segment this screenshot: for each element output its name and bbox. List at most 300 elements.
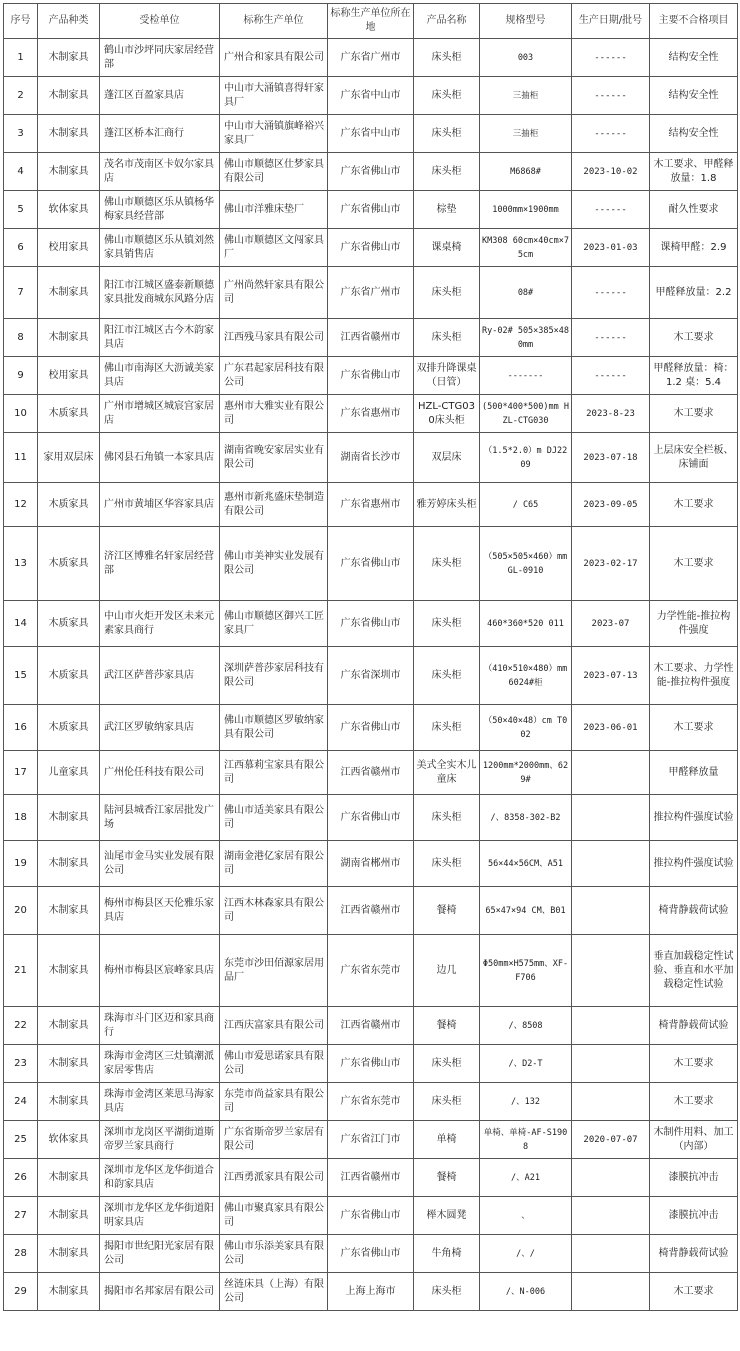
row-date: 2023-01-03 (572, 229, 650, 267)
row-date: ------ (572, 39, 650, 77)
row-product: 床头柜 (414, 1273, 480, 1311)
row-spec: 三抽柜 (480, 115, 572, 153)
header-spec: 规格型号 (480, 4, 572, 39)
row-date (572, 935, 650, 1007)
row-category: 家用双层床 (38, 433, 100, 483)
row-spec: M6868# (480, 153, 572, 191)
row-category: 软体家具 (38, 191, 100, 229)
row-location: 广东省惠州市 (328, 483, 414, 527)
row-inspected-unit: 珠海市斗门区迈和家具商行 (100, 1007, 220, 1045)
header-issue: 主要不合格项目 (650, 4, 738, 39)
row-producer: 深圳萨普莎家居科技有限公司 (220, 647, 328, 705)
row-no: 18 (4, 795, 38, 841)
row-location: 上海上海市 (328, 1273, 414, 1311)
row-spec: Φ50mm×H575mm、XF-F706 (480, 935, 572, 1007)
row-spec: /、D2-T (480, 1045, 572, 1083)
row-date: 2023-07-13 (572, 647, 650, 705)
row-no: 15 (4, 647, 38, 705)
table-row (4, 395, 738, 433)
row-date (572, 1083, 650, 1121)
row-location: 湖南省长沙市 (328, 433, 414, 483)
table-row (4, 795, 738, 841)
row-date: 2023-07-18 (572, 433, 650, 483)
row-date: ------ (572, 77, 650, 115)
row-location: 广东省佛山市 (328, 527, 414, 601)
header-date: 生产日期/批号 (572, 4, 650, 39)
header-location: 标称生产单位所在地 (328, 4, 414, 39)
row-category: 木制家具 (38, 319, 100, 357)
row-product: 床头柜 (414, 1083, 480, 1121)
row-spec: （50×40×48）cm T002 (480, 705, 572, 751)
row-category: 木质家具 (38, 483, 100, 527)
row-no: 17 (4, 751, 38, 795)
row-inspected-unit: 梅州市梅县区宸峰家具店 (100, 935, 220, 1007)
row-category: 木制家具 (38, 153, 100, 191)
row-location: 广东省广州市 (328, 39, 414, 77)
table-row (4, 77, 738, 115)
row-producer: 湖南省晚安家居实业有限公司 (220, 433, 328, 483)
row-no: 19 (4, 841, 38, 887)
row-location: 江西省赣州市 (328, 751, 414, 795)
row-no: 20 (4, 887, 38, 935)
row-date (572, 1273, 650, 1311)
row-producer: 佛山市乐添美家具有限公司 (220, 1235, 328, 1273)
row-location: 广东省佛山市 (328, 1045, 414, 1083)
row-producer: 江西勇派家具有限公司 (220, 1159, 328, 1197)
row-no: 16 (4, 705, 38, 751)
row-issue: 甲醛释放量：2.2 (650, 267, 738, 319)
row-inspected-unit: 深圳市龙华区龙华街道阳明家具店 (100, 1197, 220, 1235)
row-inspected-unit: 揭阳市世纪阳光家居有限公司 (100, 1235, 220, 1273)
row-category: 木制家具 (38, 77, 100, 115)
row-issue: 力学性能-推拉构件强度 (650, 601, 738, 647)
row-location: 广东省佛山市 (328, 153, 414, 191)
row-location: 广东省广州市 (328, 267, 414, 319)
row-producer: 丝涟床具（上海）有限公司 (220, 1273, 328, 1311)
row-inspected-unit: 珠海市金湾区莱思马海家具店 (100, 1083, 220, 1121)
row-producer: 江西残马家具有限公司 (220, 319, 328, 357)
row-location: 广东省中山市 (328, 77, 414, 115)
row-date: 2023-8-23 (572, 395, 650, 433)
row-location: 广东省东莞市 (328, 935, 414, 1007)
row-spec: /、/ (480, 1235, 572, 1273)
row-category: 木制家具 (38, 1007, 100, 1045)
row-product: 床头柜 (414, 115, 480, 153)
row-product: 床头柜 (414, 527, 480, 601)
row-date: 2023-06-01 (572, 705, 650, 751)
row-product: 床头柜 (414, 705, 480, 751)
row-inspected-unit: 梅州市梅县区天伦雅乐家具店 (100, 887, 220, 935)
row-spec: 460*360*520 011 (480, 601, 572, 647)
header-inspected-unit: 受检单位 (100, 4, 220, 39)
row-issue: 垂直加载稳定性试验、垂直和水平加载稳定性试验 (650, 935, 738, 1007)
table-row (4, 433, 738, 483)
table-row (4, 751, 738, 795)
row-spec: /、8508 (480, 1007, 572, 1045)
row-producer: 佛山市顺德区罗敏纳家具有限公司 (220, 705, 328, 751)
row-product: 课桌椅 (414, 229, 480, 267)
row-category: 校用家具 (38, 357, 100, 395)
row-product: 榉木圆凳 (414, 1197, 480, 1235)
row-category: 木质家具 (38, 527, 100, 601)
row-producer: 东莞市沙田佰源家居用品厂 (220, 935, 328, 1007)
row-no: 8 (4, 319, 38, 357)
table-row (4, 1235, 738, 1273)
row-date (572, 1007, 650, 1045)
row-location: 广东省佛山市 (328, 229, 414, 267)
row-location: 湖南省郴州市 (328, 841, 414, 887)
row-producer: 湖南金港亿家居有限公司 (220, 841, 328, 887)
row-location: 江西省赣州市 (328, 1159, 414, 1197)
row-location: 广东省佛山市 (328, 705, 414, 751)
row-issue: 木工要求 (650, 1083, 738, 1121)
row-issue: 结构安全性 (650, 77, 738, 115)
row-product: 双层床 (414, 433, 480, 483)
row-location: 广东省佛山市 (328, 601, 414, 647)
row-issue: 木工要求 (650, 483, 738, 527)
row-issue: 木工要求、甲醛释放量：1.8 (650, 153, 738, 191)
row-producer: 佛山市适美家具有限公司 (220, 795, 328, 841)
row-date: 2023-02-17 (572, 527, 650, 601)
table-row (4, 1121, 738, 1159)
table-row (4, 647, 738, 705)
row-producer: 惠州市大雅实业有限公司 (220, 395, 328, 433)
row-product: 床头柜 (414, 153, 480, 191)
row-category: 木制家具 (38, 115, 100, 153)
row-product: 棕垫 (414, 191, 480, 229)
row-issue: 结构安全性 (650, 39, 738, 77)
row-date (572, 751, 650, 795)
row-inspected-unit: 中山市火炬开发区未来元素家具商行 (100, 601, 220, 647)
row-producer: 中山市大涌镇喜得轩家具厂 (220, 77, 328, 115)
header-producer: 标称生产单位 (220, 4, 328, 39)
row-spec: KM308 60cm×40cm×75cm (480, 229, 572, 267)
row-inspected-unit: 鹤山市沙坪同庆家居经营部 (100, 39, 220, 77)
row-no: 23 (4, 1045, 38, 1083)
row-no: 21 (4, 935, 38, 1007)
table-row (4, 229, 738, 267)
row-category: 木制家具 (38, 841, 100, 887)
row-date: 2023-09-05 (572, 483, 650, 527)
row-issue: 上层床安全栏板、床铺面 (650, 433, 738, 483)
table-row (4, 1197, 738, 1235)
row-date: 2023-10-02 (572, 153, 650, 191)
row-spec: 1200mm*2000mm、629# (480, 751, 572, 795)
table-row (4, 601, 738, 647)
row-spec: /、132 (480, 1083, 572, 1121)
row-producer: 佛山市顺德区御兴工匠家具厂 (220, 601, 328, 647)
row-product: 床头柜 (414, 319, 480, 357)
row-product: 餐椅 (414, 887, 480, 935)
row-producer: 佛山市洋雅床垫厂 (220, 191, 328, 229)
row-no: 6 (4, 229, 38, 267)
row-no: 22 (4, 1007, 38, 1045)
row-product: 牛角椅 (414, 1235, 480, 1273)
row-location: 广东省中山市 (328, 115, 414, 153)
row-producer: 佛山市聚真家具有限公司 (220, 1197, 328, 1235)
row-location: 广东省东莞市 (328, 1083, 414, 1121)
row-date (572, 795, 650, 841)
row-date (572, 1159, 650, 1197)
row-spec: Ry-02# 505×385×480mm (480, 319, 572, 357)
row-category: 儿童家具 (38, 751, 100, 795)
row-no: 1 (4, 39, 38, 77)
row-inspected-unit: 佛山市顺德区乐从镇杨华梅家具经营部 (100, 191, 220, 229)
row-location: 广东省佛山市 (328, 357, 414, 395)
row-issue: 木工要求 (650, 395, 738, 433)
row-no: 9 (4, 357, 38, 395)
row-spec: 56×44×56CM、A51 (480, 841, 572, 887)
row-issue: 课椅甲醛：2.9 (650, 229, 738, 267)
row-issue: 椅背静载荷试验 (650, 1007, 738, 1045)
row-inspected-unit: 茂名市茂南区卡奴尔家具店 (100, 153, 220, 191)
row-location: 江西省赣州市 (328, 887, 414, 935)
row-category: 校用家具 (38, 229, 100, 267)
header-no: 序号 (4, 4, 38, 39)
row-inspected-unit: 广州伦任科技有限公司 (100, 751, 220, 795)
header-product: 产品名称 (414, 4, 480, 39)
row-issue: 木工要求 (650, 705, 738, 751)
row-issue: 木制件用料、加工（内部） (650, 1121, 738, 1159)
row-no: 14 (4, 601, 38, 647)
row-inspected-unit: 武江区罗敏纳家具店 (100, 705, 220, 751)
row-location: 广东省佛山市 (328, 1235, 414, 1273)
row-producer: 广州合和家具有限公司 (220, 39, 328, 77)
row-location: 江西省赣州市 (328, 1007, 414, 1045)
row-producer: 江西木林森家具有限公司 (220, 887, 328, 935)
row-issue: 甲醛释放量：椅：1.2 桌：5.4 (650, 357, 738, 395)
row-spec: （410×510×480）mm 6024#柜 (480, 647, 572, 705)
row-category: 木制家具 (38, 39, 100, 77)
row-producer: 江西庆富家具有限公司 (220, 1007, 328, 1045)
row-date: 2023-07 (572, 601, 650, 647)
row-category: 木制家具 (38, 887, 100, 935)
row-product: 床头柜 (414, 39, 480, 77)
row-category: 木制家具 (38, 1273, 100, 1311)
row-inspected-unit: 蓬江区桥本汇商行 (100, 115, 220, 153)
table-row (4, 357, 738, 395)
row-no: 25 (4, 1121, 38, 1159)
table-row (4, 267, 738, 319)
row-no: 24 (4, 1083, 38, 1121)
row-inspected-unit: 蓬江区百盈家具店 (100, 77, 220, 115)
row-product: 床头柜 (414, 267, 480, 319)
row-issue: 耐久性要求 (650, 191, 738, 229)
row-category: 木制家具 (38, 1045, 100, 1083)
row-issue: 推拉构件强度试验 (650, 795, 738, 841)
row-producer: 广州尚然轩家具有限公司 (220, 267, 328, 319)
row-issue: 推拉构件强度试验 (650, 841, 738, 887)
row-spec: 单椅、单椅-AF-S1908 (480, 1121, 572, 1159)
row-issue: 木工要求 (650, 319, 738, 357)
row-spec: 1000mm×1900mm (480, 191, 572, 229)
row-producer: 江西慕莉宝家具有限公司 (220, 751, 328, 795)
row-no: 12 (4, 483, 38, 527)
row-date (572, 1235, 650, 1273)
row-date (572, 1197, 650, 1235)
row-category: 木制家具 (38, 1235, 100, 1273)
row-spec: 、 (480, 1197, 572, 1235)
row-no: 29 (4, 1273, 38, 1311)
row-date: 2020-07-07 (572, 1121, 650, 1159)
row-product: 雅芳婷床头柜 (414, 483, 480, 527)
row-date: ------ (572, 319, 650, 357)
row-spec: （505×505×460）mm GL-0910 (480, 527, 572, 601)
row-issue: 木工要求 (650, 1045, 738, 1083)
row-category: 木制家具 (38, 935, 100, 1007)
row-product: 床头柜 (414, 841, 480, 887)
row-spec: 三抽柜 (480, 77, 572, 115)
row-date: ------ (572, 115, 650, 153)
row-product: 床头柜 (414, 647, 480, 705)
table-row (4, 1273, 738, 1311)
row-category: 木质家具 (38, 601, 100, 647)
table-row (4, 887, 738, 935)
row-producer: 佛山市顺德区文闯家具厂 (220, 229, 328, 267)
row-category: 木制家具 (38, 1083, 100, 1121)
row-product: 床头柜 (414, 601, 480, 647)
row-inspected-unit: 广州市黄埔区华容家具店 (100, 483, 220, 527)
row-inspected-unit: 阳江市江城区盛泰新顺德家具批发商城东风路分店 (100, 267, 220, 319)
row-inspected-unit: 佛山市南海区大沥诚美家具店 (100, 357, 220, 395)
row-issue: 结构安全性 (650, 115, 738, 153)
row-location: 广东省深圳市 (328, 647, 414, 705)
row-spec: /、N-006 (480, 1273, 572, 1311)
row-producer: 广东君起家居科技有限公司 (220, 357, 328, 395)
row-location: 广东省佛山市 (328, 795, 414, 841)
row-category: 软体家具 (38, 1121, 100, 1159)
row-category: 木质家具 (38, 395, 100, 433)
row-product: 边几 (414, 935, 480, 1007)
table-row (4, 483, 738, 527)
table-row (4, 319, 738, 357)
row-inspected-unit: 武江区萨普莎家具店 (100, 647, 220, 705)
row-date: ------ (572, 357, 650, 395)
row-spec: ------- (480, 357, 572, 395)
row-spec: 65×47×94 CM、B01 (480, 887, 572, 935)
row-inspected-unit: 汕尾市金马实业发展有限公司 (100, 841, 220, 887)
row-date: ------ (572, 267, 650, 319)
row-issue: 椅背静载荷试验 (650, 887, 738, 935)
row-no: 4 (4, 153, 38, 191)
row-no: 2 (4, 77, 38, 115)
row-producer: 广东省斯帝罗兰家居有限公司 (220, 1121, 328, 1159)
row-issue: 漆膜抗冲击 (650, 1197, 738, 1235)
table-body (4, 39, 738, 1311)
row-issue: 甲醛释放量 (650, 751, 738, 795)
row-product: 床头柜 (414, 77, 480, 115)
row-spec: (500*400*500)mm HZL-CTG030 (480, 395, 572, 433)
row-issue: 木工要求 (650, 1273, 738, 1311)
row-product: 双排升降课桌（日管） (414, 357, 480, 395)
row-spec: / C65 (480, 483, 572, 527)
row-location: 广东省江门市 (328, 1121, 414, 1159)
row-spec: 003 (480, 39, 572, 77)
row-spec: 08# (480, 267, 572, 319)
row-product: 床头柜 (414, 795, 480, 841)
row-issue: 漆膜抗冲击 (650, 1159, 738, 1197)
row-no: 11 (4, 433, 38, 483)
row-inspected-unit: 广州市增城区城宸宫家居店 (100, 395, 220, 433)
row-no: 7 (4, 267, 38, 319)
row-category: 木制家具 (38, 795, 100, 841)
row-producer: 惠州市新兆盛床垫制造有限公司 (220, 483, 328, 527)
row-no: 26 (4, 1159, 38, 1197)
row-date (572, 887, 650, 935)
table-row (4, 191, 738, 229)
row-date (572, 1045, 650, 1083)
row-issue: 木工要求 (650, 527, 738, 601)
row-issue: 椅背静载荷试验 (650, 1235, 738, 1273)
row-no: 27 (4, 1197, 38, 1235)
row-category: 木制家具 (38, 267, 100, 319)
table-row (4, 935, 738, 1007)
row-product: 美式全实木儿童床 (414, 751, 480, 795)
row-product: 床头柜 (414, 1045, 480, 1083)
row-producer: 中山市大涌镇旗峰裕兴家具厂 (220, 115, 328, 153)
row-inspected-unit: 深圳市龙华区龙华街道合和韵家具店 (100, 1159, 220, 1197)
row-no: 5 (4, 191, 38, 229)
row-inspected-unit: 深圳市龙岗区平湖街道斯帝罗兰家具商行 (100, 1121, 220, 1159)
table-row (4, 153, 738, 191)
row-producer: 佛山市美神实业发展有限公司 (220, 527, 328, 601)
row-spec: /、8358-302-B2 (480, 795, 572, 841)
row-producer: 东莞市尚益家具有限公司 (220, 1083, 328, 1121)
row-spec: /、A21 (480, 1159, 572, 1197)
row-product: 单椅 (414, 1121, 480, 1159)
row-inspected-unit: 佛冈县石角镇一本家具店 (100, 433, 220, 483)
table-row (4, 39, 738, 77)
row-inspected-unit: 揭阳市名邦家居有限公司 (100, 1273, 220, 1311)
header-category: 产品种类 (38, 4, 100, 39)
row-product: 餐椅 (414, 1159, 480, 1197)
row-product: HZL-CTG030床头柜 (414, 395, 480, 433)
table-row (4, 1045, 738, 1083)
row-location: 广东省惠州市 (328, 395, 414, 433)
row-location: 广东省佛山市 (328, 191, 414, 229)
table-row (4, 115, 738, 153)
table-row (4, 527, 738, 601)
row-date (572, 841, 650, 887)
table-row (4, 705, 738, 751)
table-row (4, 1083, 738, 1121)
row-spec: （1.5*2.0）m DJ2209 (480, 433, 572, 483)
row-location: 广东省佛山市 (328, 1197, 414, 1235)
table-row (4, 841, 738, 887)
row-inspected-unit: 佛山市顺德区乐从镇刘然家具销售店 (100, 229, 220, 267)
row-inspected-unit: 陆河县城香江家居批发广场 (100, 795, 220, 841)
row-no: 28 (4, 1235, 38, 1273)
row-no: 3 (4, 115, 38, 153)
row-producer: 佛山市顺德区仕梦家具有限公司 (220, 153, 328, 191)
header-row (4, 4, 738, 39)
row-category: 木制家具 (38, 1159, 100, 1197)
row-issue: 木工要求、力学性能-推拉构件强度 (650, 647, 738, 705)
row-category: 木制家具 (38, 1197, 100, 1235)
inspection-table (3, 3, 738, 1311)
row-producer: 佛山市爱思诺家具有限公司 (220, 1045, 328, 1083)
row-category: 木质家具 (38, 705, 100, 751)
row-no: 13 (4, 527, 38, 601)
row-inspected-unit: 阳江市江城区古今木韵家具店 (100, 319, 220, 357)
row-no: 10 (4, 395, 38, 433)
row-inspected-unit: 珠海市金湾区三灶镇潮派家居零售店 (100, 1045, 220, 1083)
row-date: ------ (572, 191, 650, 229)
row-location: 江西省赣州市 (328, 319, 414, 357)
table-row (4, 1007, 738, 1045)
row-category: 木质家具 (38, 647, 100, 705)
row-product: 餐椅 (414, 1007, 480, 1045)
